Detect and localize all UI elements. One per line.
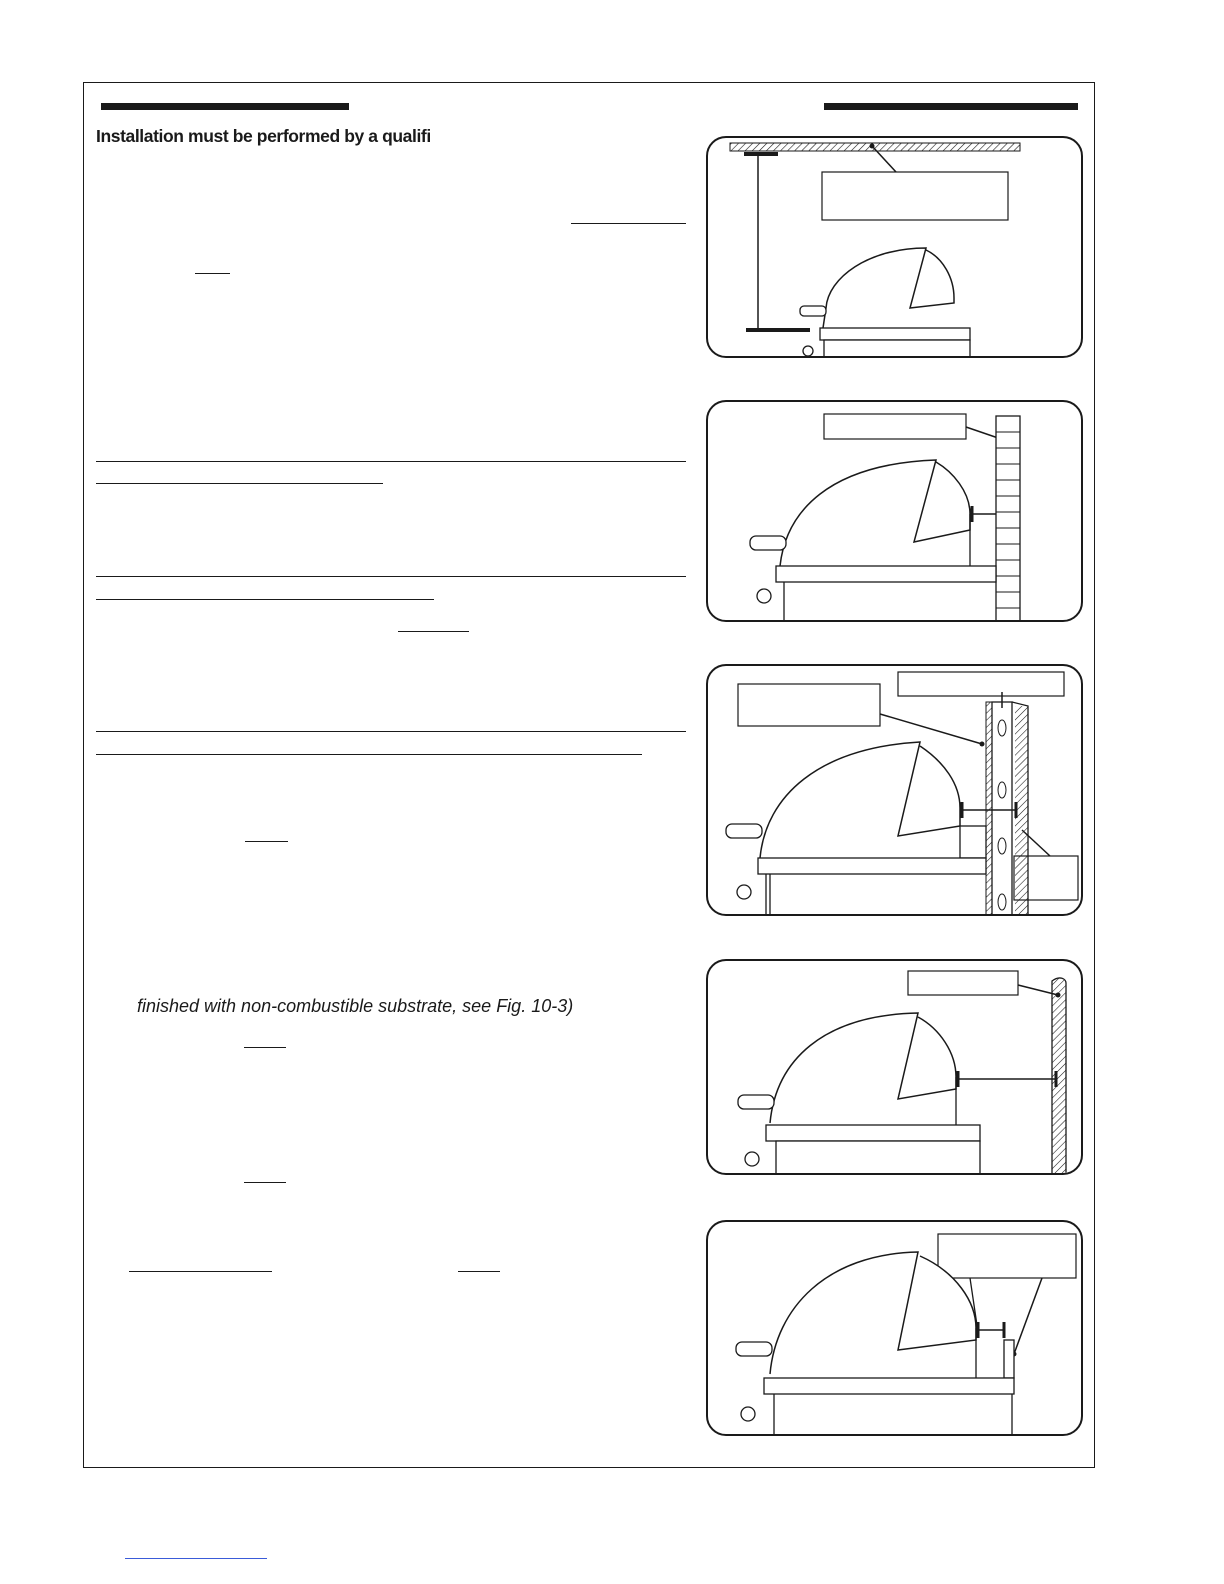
label-box-top: [898, 672, 1064, 696]
grill-lid: [760, 742, 960, 858]
backsplash: [1004, 1340, 1014, 1378]
underline-7: [129, 1271, 272, 1272]
figure-backsplash-clearance: [706, 1220, 1083, 1436]
rule-5: [96, 731, 686, 732]
underline-3: [398, 631, 469, 632]
underline-2: [195, 273, 230, 274]
rule-2: [96, 483, 383, 484]
label-box: [908, 971, 1018, 995]
grill-knob: [803, 346, 813, 356]
frame-wall-diagram: [708, 666, 1083, 916]
rule-3: [96, 576, 686, 577]
figure-overhead-clearance: [706, 136, 1083, 358]
combustible-wall: [1052, 978, 1066, 1175]
grill-handle: [738, 1095, 774, 1109]
substrate: [986, 702, 992, 916]
grill-knob: [737, 885, 751, 899]
grill-handle: [736, 1342, 772, 1356]
rule-6: [96, 754, 642, 755]
masonry-wall: [996, 416, 1020, 622]
substrate-note: finished with non-combustible substrate, see Fig. 10-3): [137, 996, 574, 1016]
grill-lid: [770, 1252, 976, 1374]
grill-knob: [745, 1152, 759, 1166]
label-box: [938, 1234, 1076, 1278]
footer-link-underline[interactable]: [125, 1558, 267, 1559]
rule-4: [96, 599, 434, 600]
combustible-wall-diagram: [708, 961, 1083, 1175]
grill-lid: [770, 1013, 956, 1123]
header-bar-left: [101, 103, 349, 110]
underline-4: [245, 841, 288, 842]
figure-masonry-wall-clearance: [706, 400, 1083, 622]
grill-handle: [800, 306, 826, 316]
grill-knob: [757, 589, 771, 603]
grill-knob: [741, 1407, 755, 1421]
header-bar-right: [824, 103, 1078, 110]
figure-combustible-frame-wall-clearance: [706, 664, 1083, 916]
underline-1: [571, 223, 686, 224]
underline-8: [458, 1271, 500, 1272]
section-title: Installation must be performed by a qualifi: [96, 126, 431, 146]
underline-5: [244, 1047, 286, 1048]
grill-lid: [780, 460, 970, 566]
label-box: [824, 414, 966, 439]
backsplash-diagram: [708, 1222, 1083, 1436]
grill-handle: [726, 824, 762, 838]
overhead-diagram: [708, 138, 1083, 358]
grill-body: [824, 340, 970, 358]
figure-combustible-wall-clearance: [706, 959, 1083, 1175]
rule-1: [96, 461, 686, 462]
masonry-diagram: [708, 402, 1083, 622]
underline-6: [244, 1182, 286, 1183]
label-box: [822, 172, 1008, 220]
grill-lid: [823, 248, 954, 328]
grill-handle: [750, 536, 786, 550]
label-box-left: [738, 684, 880, 726]
grill-body: [776, 1141, 980, 1175]
